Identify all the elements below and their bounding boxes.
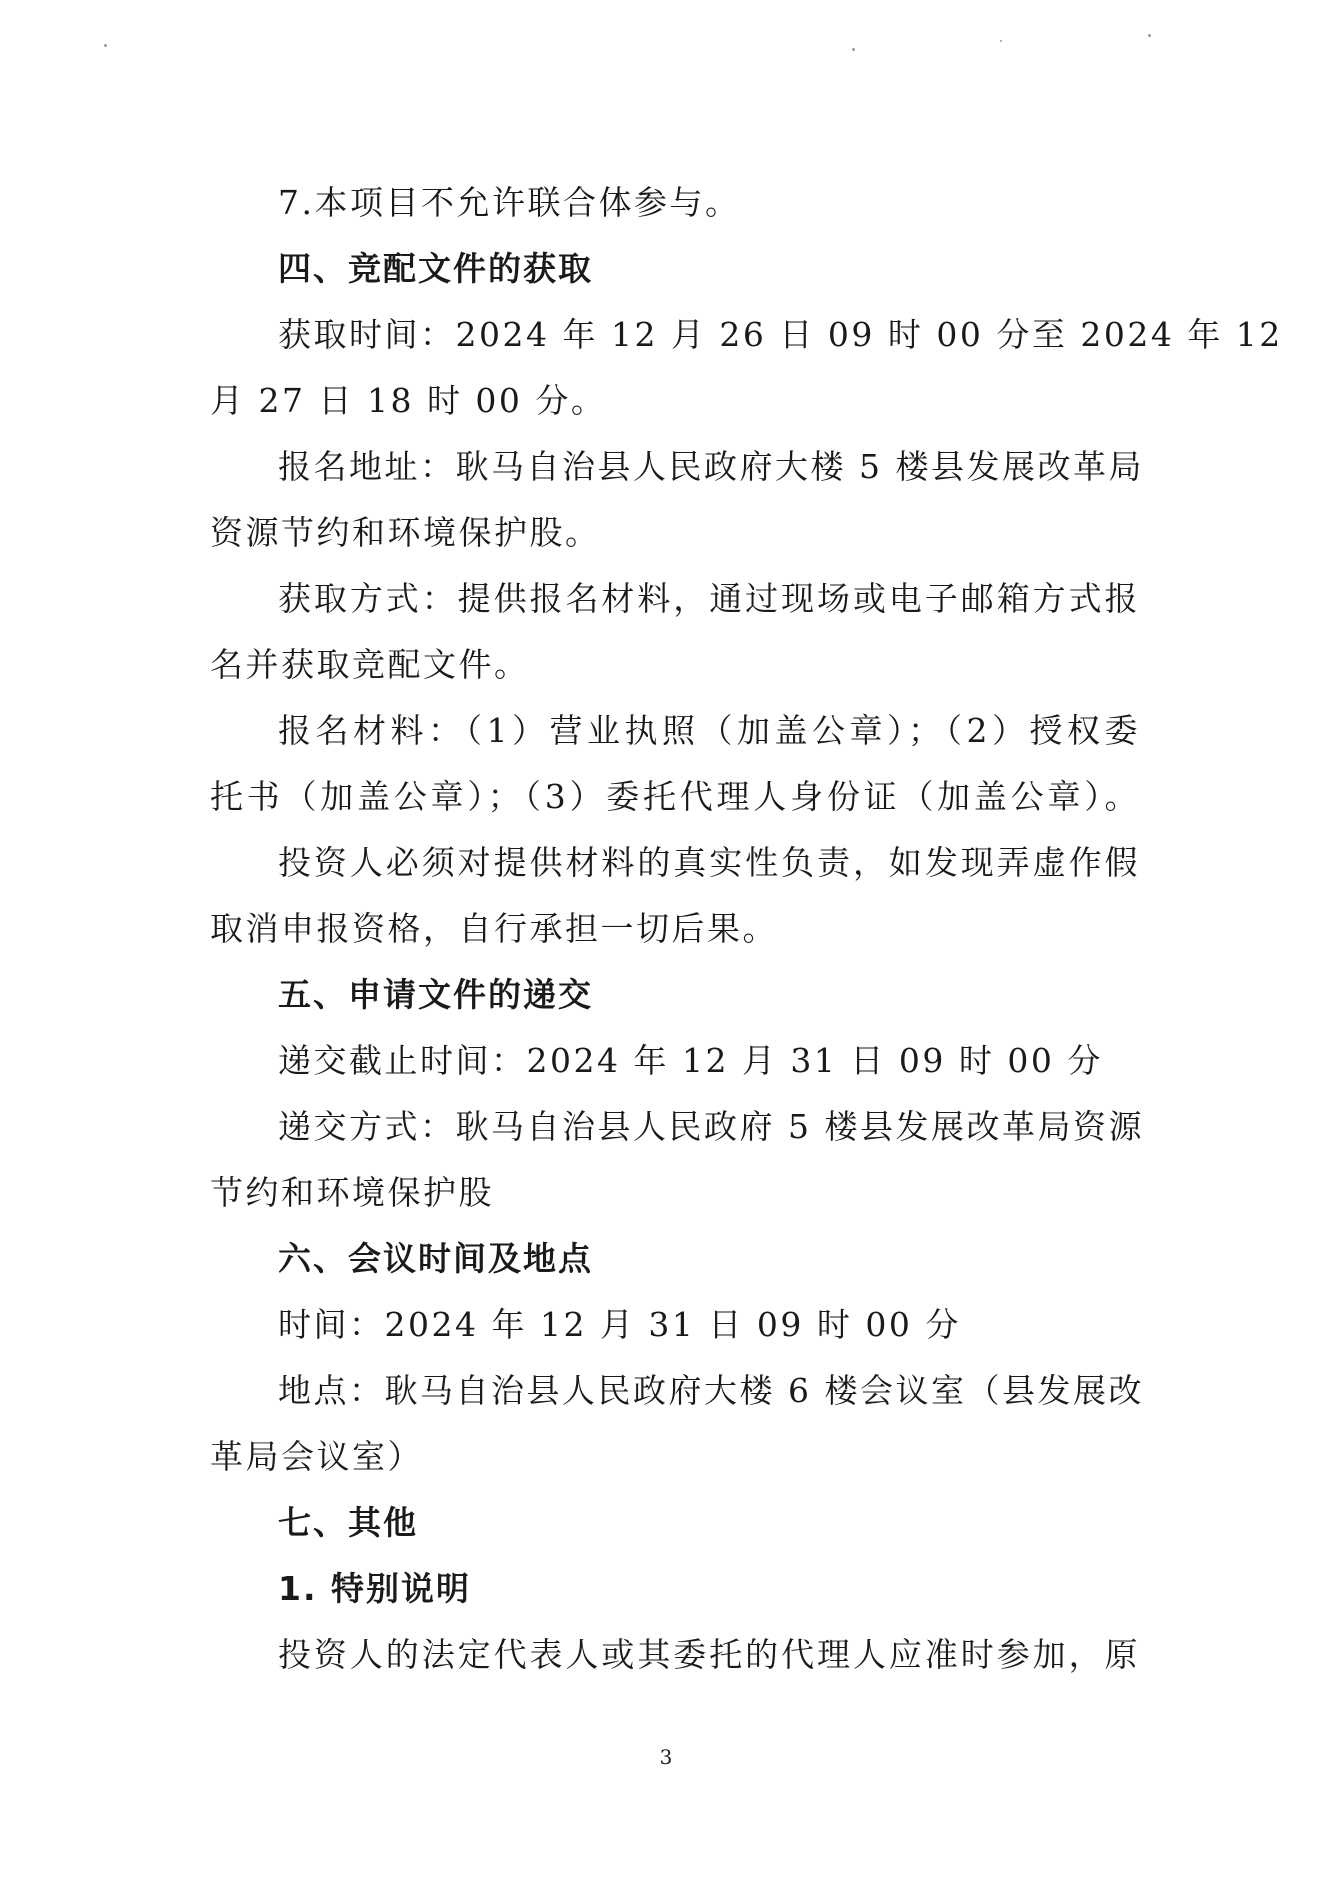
scan-speck [1000, 40, 1002, 42]
body-line: 获取方式：提供报名材料，通过现场或电子邮箱方式报 [278, 579, 1140, 618]
body-line: 取消申报资格，自行承担一切后果。 [210, 909, 778, 948]
body-line: 报名地址：耿马自治县人民政府大楼 5 楼县发展改革局 [278, 447, 1144, 486]
section-heading: 七、其他 [278, 1503, 418, 1542]
body-line: 月 27 日 18 时 00 分。 [210, 381, 607, 420]
subsection-heading: 1. 特别说明 [278, 1569, 471, 1608]
page-number: 3 [659, 1745, 673, 1769]
body-line: 节约和环境保护股 [210, 1173, 494, 1212]
body-line: 递交方式：耿马自治县人民政府 5 楼县发展改革局资源 [278, 1107, 1144, 1146]
body-line: 托书（加盖公章）；（3）委托代理人身份证（加盖公章）。 [210, 777, 1140, 816]
body-line: 递交截止时间：2024 年 12 月 31 日 09 时 00 分 [278, 1041, 1103, 1080]
body-line: 获取时间：2024 年 12 月 26 日 09 时 00 分至 2024 年 12 [278, 315, 1283, 354]
body-line: 地点：耿马自治县人民政府大楼 6 楼会议室（县发展改 [278, 1371, 1144, 1410]
section-heading: 五、申请文件的递交 [278, 975, 593, 1014]
body-line: 报名材料：（1）营业执照（加盖公章）；（2）授权委 [278, 711, 1140, 750]
body-line: 时间：2024 年 12 月 31 日 09 时 00 分 [278, 1305, 961, 1344]
body-line: 名并获取竞配文件。 [210, 645, 530, 684]
scan-speck [1148, 34, 1151, 37]
scan-speck [104, 44, 107, 47]
body-line: 投资人的法定代表人或其委托的代理人应准时参加，原 [278, 1635, 1140, 1674]
body-line: 7.本项目不允许联合体参与。 [278, 183, 741, 222]
body-line: 资源节约和环境保护股。 [210, 513, 601, 552]
section-heading: 四、竞配文件的获取 [278, 249, 593, 288]
section-heading: 六、会议时间及地点 [278, 1239, 593, 1278]
body-line: 投资人必须对提供材料的真实性负责，如发现弄虚作假 [278, 843, 1140, 882]
body-line: 革局会议室） [210, 1437, 423, 1476]
scan-speck [852, 48, 855, 51]
